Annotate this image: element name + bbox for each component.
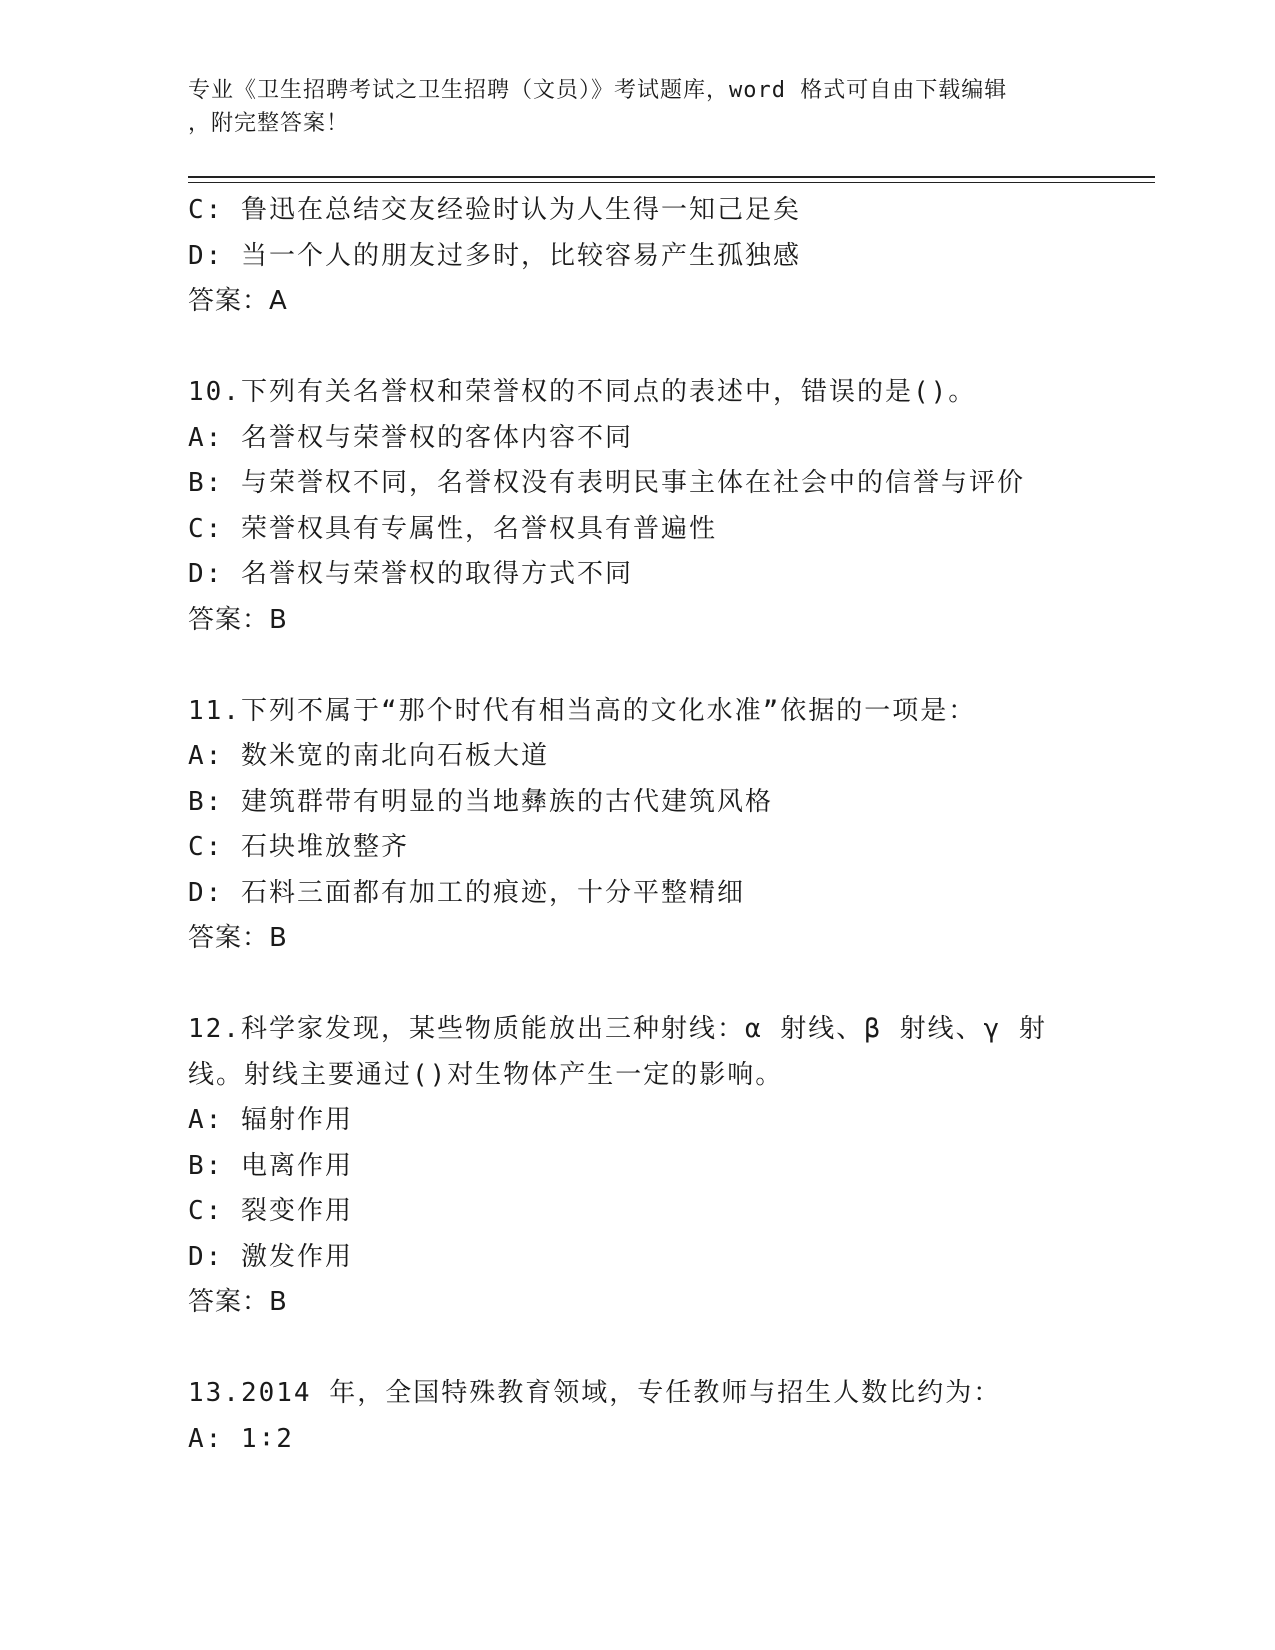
document-header	[188, 74, 1088, 140]
option-c: C: 裂变作用	[188, 1196, 353, 1226]
question-stem: 10.下列有关名誉权和荣誉权的不同点的表述中，错误的是()。	[188, 377, 977, 407]
option-b: B: 电离作用	[188, 1150, 353, 1181]
option-c: C: 荣誉权具有专属性，名誉权具有普遍性	[188, 513, 717, 544]
question-block-11	[188, 689, 1148, 962]
question-block-12	[188, 1007, 1148, 1326]
answer-line: 答案：A	[188, 286, 288, 316]
question-block-13	[188, 1371, 1148, 1462]
spacer	[188, 325, 1148, 371]
question-block-previous	[188, 188, 1148, 325]
option-a: A: 辐射作用	[188, 1105, 353, 1135]
header-line-1: 专业《卫生招聘考试之卫生招聘（文员）》考试题库，word 格式可自由下载编辑	[188, 78, 1008, 103]
question-stem-line-2: 线。射线主要通过()对生物体产生一定的影响。	[188, 1059, 784, 1090]
header-line-2: ，附完整答案！	[188, 111, 350, 136]
option-b: B: 与荣誉权不同，名誉权没有表明民事主体在社会中的信誉与评价	[188, 468, 1025, 498]
spacer	[188, 1326, 1148, 1372]
answer-line: 答案：B	[188, 923, 288, 953]
answer-line: 答案：B	[188, 1287, 288, 1317]
option-a: A: 名誉权与荣誉权的客体内容不同	[188, 422, 633, 453]
option-d: D: 石料三面都有加工的痕迹，十分平整精细	[188, 877, 745, 908]
header-divider-thin	[188, 182, 1155, 183]
option-a: A: 数米宽的南北向石板大道	[188, 741, 549, 771]
question-stem: 13.2014 年，全国特殊教育领域，专任教师与招生人数比约为：	[188, 1378, 1002, 1408]
option-d: D: 当一个人的朋友过多时，比较容易产生孤独感	[188, 240, 801, 271]
question-stem: 11.下列不属于“那个时代有相当高的文化水准”依据的一项是：	[188, 695, 977, 726]
header-divider-thick	[188, 176, 1155, 178]
option-c: C: 鲁迅在总结交友经验时认为人生得一知己足矣	[188, 195, 801, 225]
option-d: D: 激发作用	[188, 1241, 353, 1272]
question-content	[188, 188, 1148, 1462]
spacer	[188, 643, 1148, 689]
option-b: B: 建筑群带有明显的当地彝族的古代建筑风格	[188, 786, 773, 817]
answer-line: 答案：B	[188, 604, 288, 635]
spacer	[188, 962, 1148, 1008]
question-block-10	[188, 370, 1148, 643]
option-a: A: 1∶2	[188, 1423, 294, 1454]
question-stem-line-1: 12.科学家发现，某些物质能放出三种射线：α 射线、β 射线、γ 射	[188, 1014, 1047, 1044]
option-d: D: 名誉权与荣誉权的取得方式不同	[188, 559, 633, 589]
option-c: C: 石块堆放整齐	[188, 832, 409, 862]
